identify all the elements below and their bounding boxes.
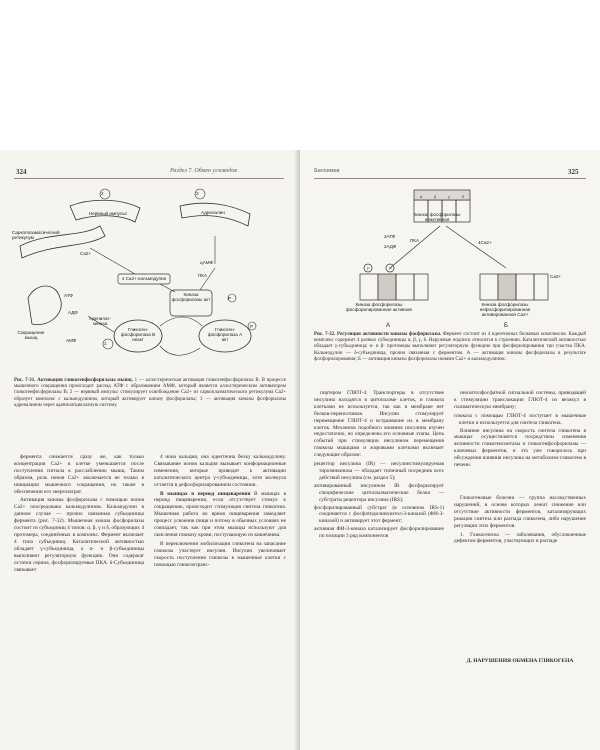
left-col2-para	[154, 491, 286, 539]
fig31-caption-title: Рис. 7-31. Активация гликогенфосфорилазы мышц.	[14, 378, 133, 383]
right-col1-bullet: активированный инсулином IR фосфорилирует специфические цитоплазматические белки — субстраты рецептора инсулина (IRS);	[314, 482, 444, 503]
fig32-caption	[314, 332, 586, 363]
left-col1-para: фермента снижается сразу же, как только концентрация Ca2+ в клетке уменьшается после поступления сигнала к расслаблению мышц. Таким образом, роль ионов Ca2+ заключается не только в инициации мышечного сокращения, но также в обеспечении его энергозатрат.	[14, 454, 144, 495]
fig31-adf: АДФ	[68, 310, 78, 315]
right-col2-para: Влияние инсулина на скорость синтеза гликогена в мышцах осуществляется посредством изменения активности гликогенсинтазы и гликогенфосфорилазы — ключевых ферментов, и это уже говорилось при обсуждении влияния инсулина на метаболизм гликогена в печени.	[454, 427, 586, 469]
right-col1-bullet: рецептор инсулина (IR) — инсулинстимулируемая тирозинкиназа — обладает типичный посредник всех действий инсулина (см. раздел 5);	[314, 461, 444, 481]
fig31-p1: P	[228, 296, 232, 301]
fig32-ca4: 4Ca2+	[478, 240, 492, 245]
right-col1-bullet: фосфорилированный субстрат (в основном IRS-1) соединяется с фосфатидилинозитол-3-киназой (ФИ-3-киназой) и активирует этот фермент;	[314, 504, 444, 525]
fig31-caption-text: 1 — аллостерическая активация гликогенфосфорилазы B. В процессе мышечного сокращения происходит распад АТФ с образованием АМФ, который является аллостерическим активатором гликогенфосфорилазы B; 2 — нервный импульс стимулирует освобождение Ca2+ из саркоплазматического ретикулума Ca2+ образует комплекс с кальмодулином, который активирует киназу фосфорилазы; 3 — активация киназы фосфорилазы адреналином через аденилатциклазную систему.	[14, 378, 286, 408]
left-col2-para: 4 иона кальция, она идентична белку кальмодулину. Связывание ионов кальция вызывает конформационные изменения, которые приводят к активации каталитического центра γ-субъединицы, хотя молекула остается в дефосфорилированном состоянии.	[154, 454, 286, 488]
left-col2-bold-lead: В мышцах в период пищеварения	[160, 490, 251, 497]
fig32-atf: 2АТФ	[384, 234, 396, 239]
fig31-reticulum: Саркоплазматический ретикулум	[12, 230, 60, 241]
fig32-left-label: Киназа фосфорилазы фосфорилированная активная	[345, 302, 413, 313]
section-heading: Д. НАРУШЕНИЯ ОБМЕНА ГЛИКОГЕНА	[466, 658, 574, 664]
fig31-impulse: Нервный импульс	[88, 211, 128, 216]
svg-text:P: P	[389, 266, 392, 271]
left-page	[0, 150, 300, 750]
fig31-camp: цАМФ	[200, 260, 213, 265]
left-page-number: 324	[16, 168, 27, 176]
svg-text:γ: γ	[448, 194, 450, 199]
right-header-rule	[314, 178, 586, 179]
left-column-2	[154, 454, 286, 571]
fig31-phos-b: Гликоген-фосфорилаза B неакт	[120, 327, 156, 343]
fig31-adenylate: Аденилат-киназа	[88, 316, 112, 327]
right-col2-para: Гликогеновые болезни — группа наследственных нарушений, в основе которых лежит снижение или отсутствие активности ферментов, катализирующих реакции синтеза или распада гликогена, либо нарушение регуляции этих ферментов.	[454, 494, 586, 529]
fig32-caption-title: Рис. 7-32. Регуляция активности киназы фосфорилазы.	[314, 332, 442, 337]
fig31-ca: Ca2+	[80, 251, 92, 256]
fig31-phos-a: Гликоген-фосфорилаза A акт	[207, 327, 243, 343]
left-column-1	[14, 454, 144, 575]
svg-text:β: β	[434, 194, 437, 199]
right-col2-para: инозитолфосфатной сигнальной системы, приводящей к стимуляции транслокации ГЛЮТ-4 из везикул в плазматическую мембрану;	[454, 390, 586, 410]
fig31-atf: АТФ	[64, 293, 73, 298]
right-col1-para: портером ГЛЮТ-4. Транспортеры в отсутствие инсулина находятся в цитоплазме клеток, и глюкоза клетками не используется, так как в мембране нет белков-переносчиков. Инсулин стимулирует перемещение ГЛЮТ-4 и встраивание их в мембрану клеток. Механизм подобного влияния инсулина изучен недостаточно, но определены его основные этапы. Цепь событий при стимуляции инсулином перемещения глюкозы мышцами и жировыми клетками включает следующие образом:	[314, 390, 444, 459]
fig32-adf: 2АДФ	[384, 244, 397, 249]
left-col1-para: Активация киназы фосфорилазы с помощью ионов Ca2+ опосредована кальмодулином. Кальмодулин в данном случае — прочно связанная субъединица фермента (рис. 7-32). Мышечная киназа фосфорилазы состоит из субъединиц 4 типов: α, β, γ и δ, образующих 4 протомера, соединённых в комплекс. Фермент включает 4 типа субъединиц. Каталитической активностью обладает γ-субъединица, а α- и β-субъединицы выполняют регуляторную функцию. Они содержат остатки серина, фосфорилируемые ПКА. δ-Субъединица связывает	[14, 497, 144, 573]
fig31-adrenaline: Адреналин	[201, 210, 225, 215]
left-running-head: Раздел 7. Обмен углеводов	[170, 168, 237, 174]
right-col2-bullet: глюкоза с помощью ГЛЮТ-4 поступает в мышечные клетки и используется для синтеза гликогена.	[454, 412, 586, 426]
right-col2-para: 1. Гликогенозы — заболевания, обусловленные дефектом ферментов, участвующих в распаде	[454, 531, 586, 545]
left-col2-para: В переключении мобилизации гликогена на запасание глюкозы участвует инсулин. Инсулин увеличивает скорость поступления глюкозы в мышечные клетки с помощью глюкозотранс-	[154, 540, 286, 568]
fig31-caption	[14, 378, 286, 409]
svg-text:δ: δ	[462, 194, 465, 199]
fig32-right-label: Киназа фосфорилазы нефосфорилированная активированная Ca2+	[479, 302, 531, 318]
fig32-pka: ПКА	[410, 238, 420, 243]
right-running-head: Биохимия	[314, 168, 340, 174]
right-col1-bullet: активная ФИ-3-киназа катализирует фосфорилирование по позиции 3 ряд компонентов	[314, 526, 444, 540]
fig32-b: Б	[504, 323, 508, 329]
fig31-contraction: Сокращение мышц	[17, 330, 45, 341]
figure-7-32	[310, 186, 590, 316]
fig31-pka: ПКА	[198, 273, 208, 278]
svg-text:α: α	[420, 194, 423, 199]
background-top	[0, 0, 600, 150]
svg-text:P: P	[367, 266, 370, 271]
left-header-rule	[14, 178, 284, 179]
fig31-p2: P	[250, 324, 254, 329]
fig32-ca-small: Ca2+	[550, 274, 562, 279]
fig32-inactive: Киназа фосфорилазы неактивная	[413, 212, 461, 223]
right-column-2	[454, 390, 586, 547]
right-page-number: 325	[568, 168, 579, 176]
fig31-num-2: 2	[101, 191, 104, 196]
fig31-amf: АМФ	[66, 338, 77, 343]
fig31-num-1: 1	[104, 341, 107, 346]
fig31-calmodulin: 4 Ca2+-кальмодулин	[121, 276, 167, 281]
fig32-a: А	[386, 323, 391, 329]
right-page	[300, 150, 600, 750]
right-column-1	[314, 390, 444, 541]
fig31-num-3: 3	[196, 191, 199, 196]
fig31-kinase-act: Киназа фосфорилазы акт	[171, 292, 211, 303]
fig32-caption-text: Фермент состоит из 4 идентичных белковых комплексов. Каждый комплекс содержит 4 разных субъединицы α, β, γ, δ. Наружные подписи относятся к строению. Каталитической активностью обладает γ-субъединица; α- и β- протомеры выполняют регуляторную функцию при фосфорилировании три участка ПКА. Кальмодулин — δ-субъединица, прочно связанная с ферментом. А — активация киназы фосфорилазы в результате фосфорилирования; Б — активация киназы фосфорилазы ионами Ca2+ и кальмодулином.	[314, 332, 587, 362]
left-col2-text: В мышцах в период пищеварения, если отсутствует стимул к сокращению, происходит стимуляция синтеза гликогена. Мышечная работа во время пищеварения замедляет процесс усвоения пищи и потому в обычных условиях не совпадает, так как при этом мышцы используют для окисления глюкозу крови, поступающую из кишечника.	[154, 490, 286, 538]
